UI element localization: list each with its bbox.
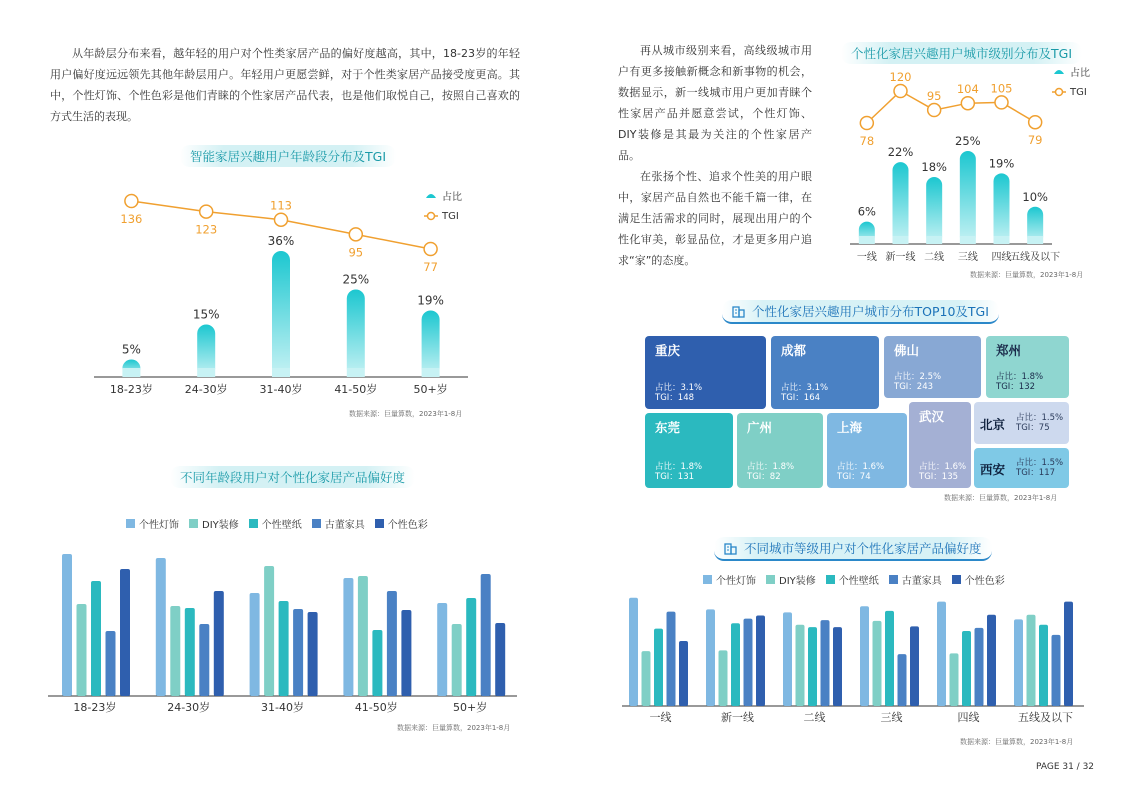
x-tick-label: 新一线: [885, 252, 916, 263]
treemap-cell: [737, 413, 823, 488]
treemap-tgi: TGI：131: [655, 472, 695, 482]
tgi-point: [275, 213, 288, 226]
x-tick-label: 31-40岁: [261, 701, 304, 714]
bar: [1064, 602, 1073, 706]
bar: [358, 576, 368, 696]
age-chart-source: 数据来源：巨量算数，2023年1-8月: [349, 410, 463, 418]
treemap-cell: [645, 413, 733, 488]
bar: [808, 627, 817, 706]
tgi-value-label: 78: [859, 134, 875, 148]
x-tick-label: 一线: [856, 252, 877, 263]
bar: [731, 623, 740, 706]
treemap-city-label: 北京: [980, 417, 1006, 432]
bar: [481, 574, 491, 696]
treemap-share: 占比：1.6%: [837, 462, 885, 472]
age-preference-chart: [40, 540, 525, 720]
bar: [783, 612, 792, 706]
treemap-cell: [974, 402, 1069, 444]
treemap-stat: [919, 462, 966, 482]
treemap-stat: [655, 462, 702, 482]
x-tick-label: 24-30岁: [184, 383, 228, 396]
city-chart-title: 个性化家居兴趣用户城市级别分布及TGI: [841, 42, 1082, 64]
bar-value-label: 25%: [342, 272, 370, 287]
bar: [272, 251, 290, 377]
tgi-value-label: 136: [120, 212, 143, 226]
treemap-stat: [894, 372, 941, 392]
legend-share-label: 占比: [1070, 68, 1090, 79]
bar-value-label: 15%: [192, 307, 220, 322]
city-pref-chart-source: 数据来源：巨量算数，2023年1-8月: [960, 738, 1074, 746]
treemap-tgi: TGI：75: [1016, 423, 1050, 433]
age-pref-chart-source: 数据来源：巨量算数，2023年1-8月: [397, 724, 511, 732]
bar: [654, 629, 663, 706]
treemap-title: [722, 300, 999, 324]
bar: [629, 598, 638, 706]
bar-base: [122, 368, 140, 377]
age-pref-legend: [126, 516, 428, 531]
right-paragraph-1: 再从城市级别来看，高线级城市用户有更多接触新概念和新事物的机会，数据显示，新一线城市用户更加青睐个性家居产品并愿意尝试，个性灯饰、DIY装修是其最为关注的个性家居产品。: [618, 44, 812, 162]
treemap-tgi: TGI：82: [747, 472, 781, 482]
treemap-stat: [996, 372, 1043, 392]
legend-label: DIY装修: [202, 520, 239, 531]
x-tick-label: 三线: [880, 711, 903, 724]
bar: [91, 581, 101, 696]
treemap-stat: [655, 383, 702, 403]
treemap-city-label: 上海: [837, 420, 863, 435]
bar: [214, 591, 224, 696]
city-pref-legend: [703, 572, 1005, 587]
legend-item: [952, 572, 1005, 587]
treemap-stat: [1016, 458, 1063, 478]
treemap-stat: [837, 462, 884, 482]
legend-swatch: [249, 519, 258, 528]
tgi-point: [1029, 116, 1042, 129]
legend-share-label: 占比: [442, 192, 462, 203]
x-tick-label: 一线: [649, 711, 672, 724]
bar-base: [1027, 236, 1043, 244]
bar: [1039, 625, 1048, 706]
treemap-share: 占比：1.8%: [655, 462, 703, 472]
legend-swatch: [766, 575, 775, 584]
treemap-cell: [974, 448, 1069, 488]
legend-label: 个性灯饰: [716, 576, 756, 587]
bar-base: [272, 368, 290, 377]
x-tick-label: 二线: [924, 252, 945, 263]
treemap-tgi: TGI：243: [894, 382, 934, 392]
x-tick-label: 41-50岁: [334, 383, 378, 396]
tgi-value-label: 95: [348, 245, 364, 260]
bar: [62, 554, 72, 696]
legend-swatch: [375, 519, 384, 528]
bar: [387, 591, 397, 696]
bar: [437, 603, 447, 696]
x-tick-label: 四线: [991, 252, 1012, 263]
treemap-cell: [986, 336, 1069, 398]
treemap-city-label: 郑州: [996, 343, 1022, 358]
tgi-point: [860, 117, 873, 130]
bar: [926, 177, 942, 244]
legend-label: 个性灯饰: [139, 520, 179, 531]
treemap-share: 占比：3.1%: [781, 383, 829, 393]
treemap-share: 占比：3.1%: [655, 383, 703, 393]
bar-value-label: 25%: [955, 134, 981, 148]
bar-base: [893, 236, 909, 244]
bar: [975, 628, 984, 706]
bar: [120, 569, 130, 696]
bar: [106, 631, 116, 696]
x-tick-label: 五线及以下: [1018, 711, 1073, 724]
bar: [719, 650, 728, 706]
x-tick-label: 二线: [803, 711, 826, 724]
bar: [833, 627, 842, 706]
legend-share-marker: [1054, 70, 1064, 74]
city-preference-chart: [618, 588, 1088, 728]
legend-label: 个性色彩: [964, 576, 1005, 587]
bar: [185, 608, 195, 696]
treemap-cell: [771, 336, 879, 409]
legend-label: 个性壁纸: [838, 576, 879, 587]
bar: [885, 611, 894, 706]
city-level-chart: [840, 62, 1095, 268]
building-icon: [732, 304, 746, 318]
legend-item: [826, 572, 879, 587]
legend-item: [703, 572, 756, 587]
x-tick-label: 50+岁: [452, 701, 488, 714]
bar: [401, 610, 411, 696]
treemap-cell: [645, 336, 766, 409]
treemap-tgi: TGI：117: [1016, 468, 1056, 478]
treemap-tgi: TGI：74: [837, 472, 871, 482]
treemap-city-label: 东莞: [655, 420, 681, 435]
legend-tgi-label: TGI: [442, 211, 459, 222]
bar-base: [926, 236, 942, 244]
bar: [1014, 619, 1023, 706]
treemap-tgi: TGI：135: [919, 472, 959, 482]
bar: [1027, 615, 1036, 706]
x-tick-label: 四线: [957, 711, 980, 724]
bar: [372, 630, 382, 696]
bar: [987, 615, 996, 706]
legend-tgi-marker: [428, 213, 435, 220]
bar: [821, 620, 830, 706]
treemap-source: 数据来源：巨量算数，2023年1-8月: [944, 494, 1058, 502]
legend-swatch: [826, 575, 835, 584]
bar: [898, 654, 907, 706]
treemap-share: 占比：1.5%: [1016, 413, 1064, 423]
treemap-share: 占比：1.5%: [1016, 458, 1064, 468]
tgi-point: [995, 96, 1008, 109]
age-pref-chart-title: 不同年龄段用户对个性化家居产品偏好度: [170, 466, 415, 488]
page-number: PAGE 31 / 32: [1036, 762, 1095, 772]
city-pref-title-text: 不同城市等级用户对个性化家居产品偏好度: [744, 541, 982, 556]
bar: [994, 173, 1010, 244]
bar-value-label: 10%: [1022, 189, 1048, 204]
bar: [796, 625, 805, 706]
treemap-title-text: 个性化家居兴趣用户城市分布TOP10及TGI: [752, 304, 989, 319]
bar: [1052, 635, 1061, 706]
bar: [199, 624, 209, 696]
bar: [893, 162, 909, 244]
bar: [962, 631, 971, 706]
tgi-value-label: 104: [956, 82, 979, 97]
bar: [308, 612, 318, 696]
treemap-share: 占比：1.8%: [996, 372, 1044, 382]
legend-label: DIY装修: [779, 576, 816, 587]
bar: [744, 619, 753, 706]
tgi-value-label: 105: [990, 81, 1013, 96]
legend-label: 个性壁纸: [261, 520, 302, 531]
treemap-cell: [884, 336, 981, 398]
legend-label: 古董家具: [901, 576, 942, 587]
treemap-share: 占比：2.5%: [894, 372, 942, 382]
legend-item: [189, 516, 239, 531]
treemap-stat: [781, 383, 828, 403]
age-distribution-chart: [80, 180, 480, 405]
bar: [279, 601, 289, 696]
bar-value-label: 19%: [988, 156, 1015, 171]
x-tick-label: 18-23岁: [109, 383, 153, 396]
tgi-value-label: 79: [1027, 133, 1043, 148]
treemap-cell: [909, 402, 971, 488]
x-tick-label: 五线及以下: [1010, 252, 1061, 263]
treemap-share: 占比：1.8%: [747, 462, 795, 472]
x-tick-label: 三线: [957, 252, 978, 263]
bar: [756, 616, 765, 706]
tgi-point: [424, 243, 437, 256]
bar-value-label: 36%: [267, 234, 295, 248]
tgi-value-label: 77: [423, 260, 438, 274]
x-tick-label: 18-23岁: [73, 701, 117, 714]
legend-tgi-label: TGI: [1070, 87, 1087, 98]
building-icon: [724, 541, 738, 555]
bar: [77, 604, 87, 696]
legend-share-marker: [426, 194, 436, 198]
left-intro-paragraph: 从年龄层分布来看，越年轻的用户对个性类家居产品的偏好度越高，其中，18-23岁的年轻用户偏好度远远领先其他年龄层用户。年轻用户更愿尝鲜，对于个性类家居产品接受度更高。其中，个性灯饰、个性色彩是他们青睐的个性家居产品代表，也是他们取悦自己，按照自己喜欢的方式生活的表现。: [50, 47, 520, 123]
legend-tgi-marker: [1056, 89, 1063, 96]
tgi-line: [867, 91, 1035, 123]
legend-swatch: [952, 575, 961, 584]
tgi-value-label: 123: [195, 222, 218, 237]
treemap-share: 占比：1.6%: [919, 462, 967, 472]
tgi-point: [894, 85, 907, 98]
bar-value-label: 18%: [921, 160, 947, 175]
bar-base: [197, 368, 215, 377]
bar-value-label: 6%: [857, 204, 876, 219]
city-treemap: [645, 336, 1070, 488]
legend-swatch: [889, 575, 898, 584]
legend-swatch: [312, 519, 321, 528]
bar: [706, 609, 715, 706]
treemap-city-label: 成都: [781, 343, 807, 358]
bar-base: [960, 236, 976, 244]
city-chart-source: 数据来源：巨量算数，2023年1-8月: [970, 271, 1084, 279]
tgi-point: [928, 104, 941, 117]
bar: [343, 578, 353, 696]
tgi-point: [200, 205, 213, 218]
age-chart-title: 智能家居兴趣用户年龄段分布及TGI: [180, 145, 396, 167]
legend-label: 个性色彩: [387, 520, 428, 531]
bar-base: [347, 368, 365, 377]
legend-item: [766, 572, 816, 587]
legend-item: [312, 516, 365, 531]
bar: [960, 151, 976, 244]
treemap-city-label: 重庆: [655, 343, 681, 358]
tgi-point: [961, 97, 974, 110]
bar-value-label: 19%: [417, 293, 444, 308]
treemap-city-label: 佛山: [894, 343, 920, 358]
legend-swatch: [189, 519, 198, 528]
city-pref-title: [714, 537, 992, 561]
bar: [495, 623, 505, 696]
treemap-cell: [827, 413, 907, 488]
bar-base: [422, 368, 440, 377]
bar: [679, 641, 688, 706]
bar: [873, 621, 882, 706]
bar: [264, 566, 274, 696]
tgi-point: [125, 195, 138, 208]
treemap-city-label: 西安: [980, 462, 1006, 477]
treemap-tgi: TGI：132: [996, 382, 1036, 392]
legend-swatch: [126, 519, 135, 528]
bar: [250, 593, 260, 696]
x-tick-label: 新一线: [721, 711, 754, 724]
x-tick-label: 41-50岁: [354, 701, 398, 714]
bar-value-label: 5%: [121, 342, 141, 357]
x-tick-label: 31-40岁: [259, 383, 303, 396]
bar: [293, 609, 303, 696]
treemap-tgi: TGI：148: [655, 393, 695, 403]
bar-base: [994, 236, 1010, 244]
bar: [422, 311, 440, 378]
tgi-value-label: 120: [889, 70, 912, 84]
bar-value-label: 22%: [887, 145, 914, 160]
treemap-stat: [747, 462, 794, 482]
bar: [937, 602, 946, 706]
x-tick-label: 50+岁: [413, 383, 448, 396]
bar: [667, 612, 676, 706]
legend-item: [249, 516, 302, 531]
treemap-city-label: 广州: [747, 420, 773, 435]
bar: [642, 651, 651, 706]
legend-item: [375, 516, 428, 531]
bar: [466, 598, 476, 696]
treemap-stat: [1016, 413, 1063, 433]
bar: [860, 606, 869, 706]
bar: [156, 558, 166, 696]
legend-item: [889, 572, 942, 587]
treemap-tgi: TGI：164: [781, 393, 821, 403]
right-paragraph-2: 在张扬个性、追求个性美的用户眼中，家居产品自然也不能千篇一律，在满足生活需求的同时，展现出用户的个性化审美，彰显品位，才是更多用户追求“家”的态度。: [618, 170, 812, 267]
bar: [910, 626, 919, 706]
bar: [347, 290, 365, 378]
tgi-value-label: 95: [926, 89, 942, 104]
bar: [950, 653, 959, 706]
legend-swatch: [703, 575, 712, 584]
bar: [452, 624, 462, 696]
bar: [170, 606, 180, 696]
legend-label: 古董家具: [324, 520, 365, 531]
legend-item: [126, 516, 179, 531]
x-tick-label: 24-30岁: [167, 701, 211, 714]
treemap-city-label: 武汉: [919, 409, 945, 424]
tgi-value-label: 113: [270, 198, 292, 213]
tgi-point: [349, 228, 362, 241]
bar-base: [859, 236, 875, 244]
